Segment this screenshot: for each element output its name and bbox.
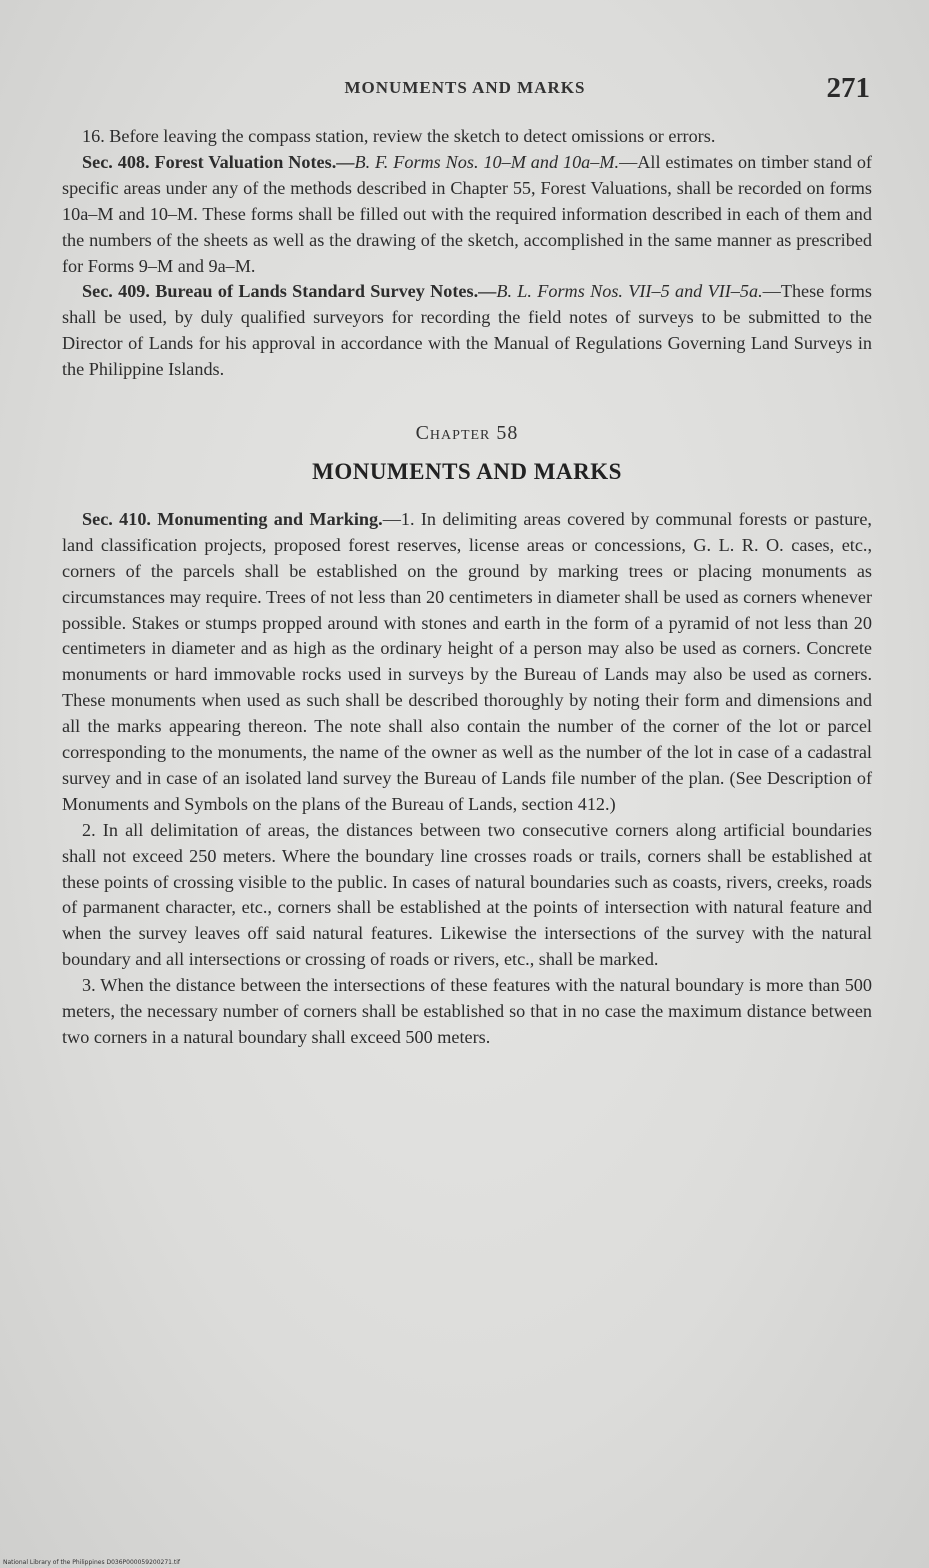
section-408-body: —All estimates on timber stand of specific areas under any of the methods described in Chapter 55, Forest Valuations, shall be recorded on forms 10a–M and 10–M. These forms shall be filled out with the required information described in each of them and the numbers of the sheets as well as the drawing of the sketch, accomplished in the same manner as prescribed for Forms 9–M and 9a–M. — [62, 151, 872, 276]
chapter-title: MONUMENTS AND MARKS — [312, 458, 622, 484]
section-410-para-1 — [62, 507, 872, 818]
section-410-para-1-text: —1. In delimiting areas covered by communal forests or pasture, land classification projects, proposed forest reserves, license areas or concessions, G. L. R. O. cases, etc., corners of the parcels shall be established on the ground by marking trees or placing monuments as circumstances may require. Trees of not less than 20 centimeters in diameter shall be used as corners whenever possible. Stakes or stumps propped around with stones and earth in the form of a pyramid of not less than 20 centimeters in diameter and as high as the ordinary height of a person may also be used as corners. Concrete monuments or hard immovable rocks used in surveys by the Bureau of Lands may also be used as corners. These monuments when used as such shall be described thoroughly by noting their form and dimensions and all the marks appearing thereon. The note shall also contain the number of the corner of the lot or parcel corresponding to the monuments, the name of the owner as well as the number of the lot in case of a cadastral survey and in case of an isolated land survey the Bureau of Lands file number of the plan. (See Description of Monuments and Symbols on the plans of the Bureau of Lands, section 412.) — [62, 508, 872, 814]
section-409-body: —These forms shall be used, by duly qualified surveyors for recording the field notes of surveys to be submitted to the Director of Lands for his approval in accordance with the Manual of Regulations Governing Land Surveys in the Philippine Islands. — [62, 281, 873, 380]
running-head — [60, 72, 870, 112]
section-409 — [62, 279, 872, 383]
item-16: 16. Before leaving the compass station, review the sketch to detect omissions or errors. — [82, 126, 716, 146]
section-408 — [62, 150, 872, 280]
page-number: 271 — [826, 72, 870, 104]
scan-credit: National Library of the Philippines D036P000059200271.tif — [3, 1559, 181, 1566]
chapter-label: Chapter 58 — [415, 422, 519, 445]
body-text — [62, 124, 872, 1051]
section-408-heading: Sec. 408. Forest Valuation Notes.— — [82, 151, 355, 172]
running-title: MONUMENTS AND MARKS — [344, 78, 586, 97]
section-409-heading: Sec. 409. Bureau of Lands Standard Survey Notes.— — [82, 281, 497, 302]
section-410-heading: Sec. 410. Monumenting and Marking. — [82, 508, 383, 529]
section-410-para-3: 3. When the distance between the intersections of these features with the natural boundary is more than 500 meters, the necessary number of corners shall be established so that in no case the maximum distance between two corners in a natural boundary shall exceed 500 meters. — [62, 975, 872, 1047]
section-408-forms: B. F. Forms Nos. 10–M and 10a–M. — [354, 151, 620, 172]
section-409-forms: B. L. Forms Nos. VII–5 and VII–5a. — [496, 281, 763, 302]
section-410-para-2: 2. In all delimitation of areas, the distances between two consecutive corners along artificial boundaries shall not exceed 250 meters. Where the boundary line crosses roads or trails, corners shall be established at these points of crossing visible to the public. In cases of natural boundaries such as coasts, rivers, creeks, roads of parmanent character, etc., corners shall be established at the points of intersection with natural feature and when the survey leaves off said natural features. Likewise the intersections of the survey with the natural boundary and all intersections or crossing of roads or rivers, etc., shall be marked. — [62, 819, 872, 970]
